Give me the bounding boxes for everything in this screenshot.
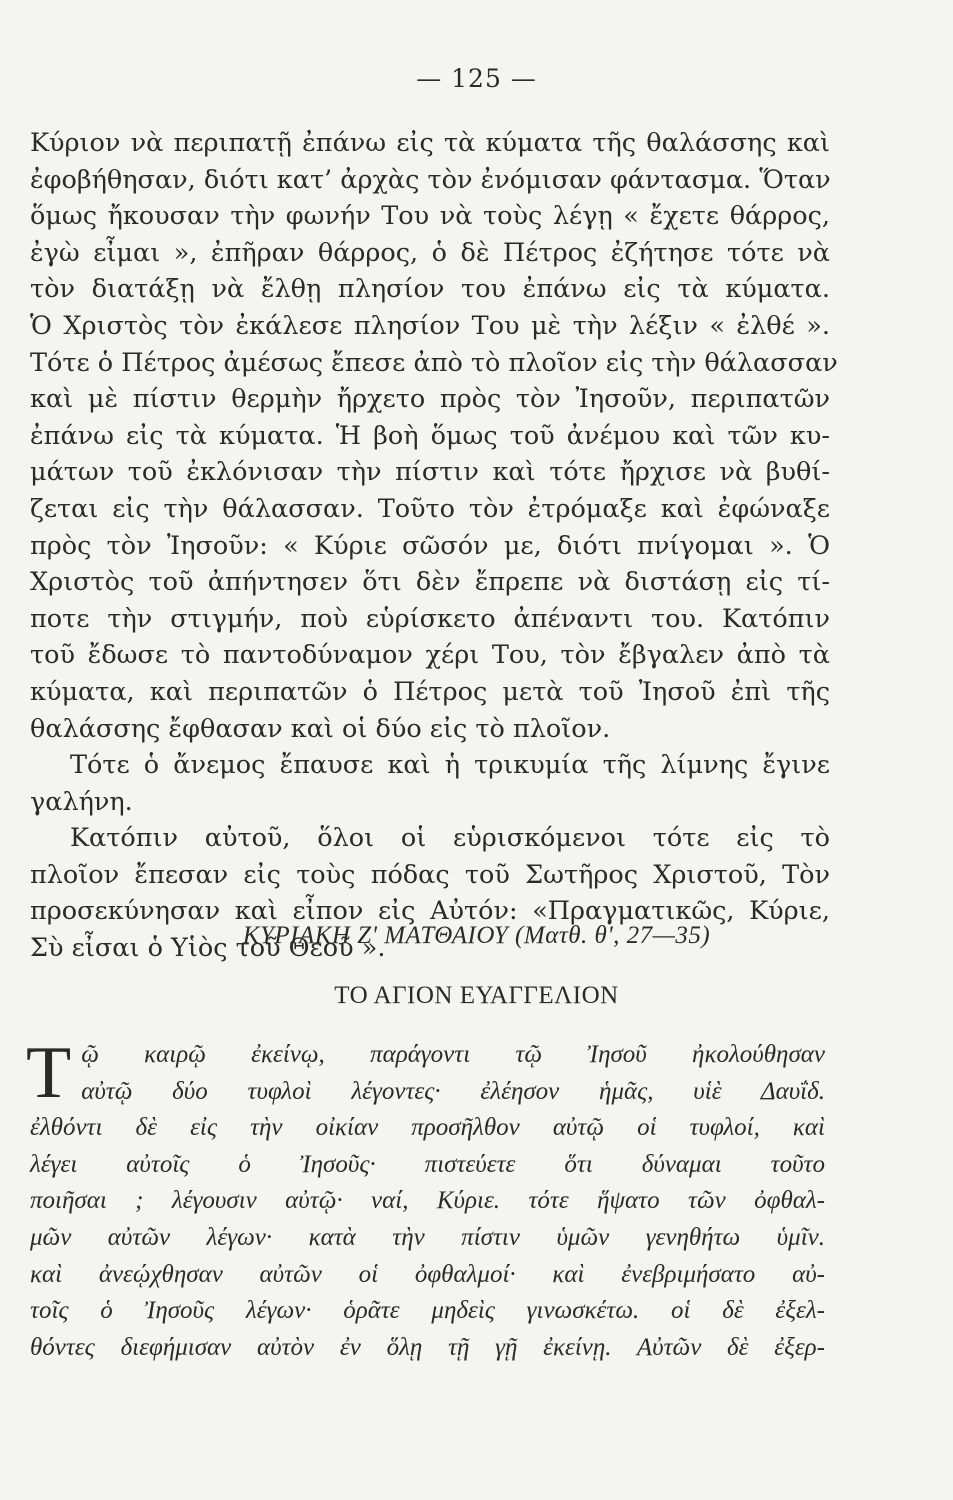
- text-line: αὐτῷ δύο τυφλοὶ λέγοντες· ἐλέησον ἡμᾶς, υἱὲ Δαυΐδ.: [81, 1077, 825, 1105]
- drop-cap: Τ: [26, 1032, 72, 1114]
- text-line: γαλήνη.: [30, 786, 133, 817]
- text-line: προσεκύνησαν καὶ εἶπον εἰς Αὐτόν: «Πραγματικῶς, Κύριε,: [30, 896, 830, 927]
- text-line: Χριστὸς τοῦ ἀπήντησεν ὅτι δὲν ἔπρεπε νὰ διστάσῃ εἰς τί-: [30, 567, 830, 598]
- text-line: Κατόπιν αὐτοῦ, ὅλοι οἱ εὑρισκόμενοι τότε εἰς τὸ: [70, 823, 830, 854]
- narrative-text: [30, 125, 838, 967]
- text-line: τοῖς ὁ Ἰησοῦς λέγων· ὁρᾶτε μηδεὶς γινωσκέτω. οἱ δὲ ἐξελ-: [30, 1297, 825, 1325]
- text-line: ἐλθόντι δὲ εἰς τὴν οἰκίαν προσῆλθον αὐτῷ οἱ τυφλοί, καὶ: [30, 1114, 825, 1142]
- text-line: καὶ ἀνεῴχθησαν αὐτῶν οἱ ὀφθαλμοί· καὶ ἐνεβριμήσατο αὐ-: [30, 1260, 825, 1288]
- text-line: ποιῆσαι ; λέγουσιν αὐτῷ· ναί, Κύριε. τότε ἥψατο τῶν ὀφθαλ-: [30, 1187, 825, 1215]
- text-line: Σὺ εἶσαι ὁ Υἱὸς τοῦ Θεοῦ ».: [30, 933, 386, 964]
- sunday-heading: ΚΥΡΙΑΚΗ Ζ' ΜΑΤΘΑΙΟΥ (Ματθ. θ', 27—35): [242, 922, 711, 949]
- text-line: λέγει αὐτοῖς ὁ Ἰησοῦς· πιστεύετε ὅτι δύναμαι τοῦτο: [30, 1150, 825, 1178]
- text-line: θόντες διεφήμισαν αὐτὸν ἐν ὅλῃ τῇ γῇ ἐκείνῃ. Αὐτῶν δὲ ἐξερ-: [30, 1333, 825, 1361]
- text-line: καὶ μὲ πίστιν θερμὴν ἤρχετο πρὸς τὸν Ἰησοῦν, περιπατῶν: [30, 384, 830, 415]
- text-line: ῷ καιρῷ ἐκείνῳ, παράγοντι τῷ Ἰησοῦ ἠκολούθησαν: [81, 1041, 825, 1068]
- text-line: τοῦ ἔδωσε τὸ παντοδύναμον χέρι Του, τὸν ἔβγαλεν ἀπὸ τὰ: [30, 640, 830, 671]
- text-line: θαλάσσης ἔφθασαν καὶ οἱ δύο εἰς τὸ πλοῖον.: [30, 713, 611, 744]
- text-line: Τότε ὁ Πέτρος ἀμέσως ἔπεσε ἀπὸ τὸ πλοῖον εἰς τὴν θάλασσαν: [30, 347, 838, 378]
- text-line: κύματα, καὶ περιπατῶν ὁ Πέτρος μετὰ τοῦ Ἰησοῦ ἐπὶ τῆς: [30, 676, 830, 707]
- text-line: ποτε τὴν στιγμήν, ποὺ εὑρίσκετο ἀπέναντι του. Κατόπιν: [30, 603, 830, 634]
- text-line: μάτων τοῦ ἐκλόνισαν τὴν πίστιν καὶ τότε ἤρχισε νὰ βυθί-: [30, 457, 830, 488]
- text-line: πλοῖον ἔπεσαν εἰς τοὺς πόδας τοῦ Σωτῆρος Χριστοῦ, Τὸν: [30, 859, 830, 890]
- text-line: ἐγὼ εἶμαι », ἐπῆραν θάρρος, ὁ δὲ Πέτρος ἐζήτησε τότε νὰ: [30, 237, 830, 268]
- text-line: μῶν αὐτῶν λέγων· κατὰ τὴν πίστιν ὑμῶν γενηθήτω ὑμῖν.: [30, 1223, 825, 1251]
- text-line: Κύριον νὰ περιπατῇ ἐπάνω εἰς τὰ κύματα τῆς θαλάσσης καὶ: [30, 128, 830, 158]
- text-line: τὸν διατάξῃ νὰ ἔλθῃ πλησίον του ἐπάνω εἰς τὰ κύματα.: [30, 274, 830, 305]
- text-line: Τότε ὁ ἄνεμος ἔπαυσε καὶ ἡ τρικυμία τῆς λίμνης ἔγινε: [70, 750, 830, 781]
- text-line: Ὁ Χριστὸς τὸν ἐκάλεσε πλησίον Του μὲ τὴν λέξιν « ἐλθέ ».: [30, 310, 830, 341]
- gospel-text: [26, 1032, 825, 1366]
- gospel-heading: ΤΟ ΑΓΙΟΝ ΕΥΑΓΓΕΛΙΟΝ: [334, 982, 619, 1009]
- page-number: — 125 —: [416, 64, 537, 93]
- text-line: ὅμως ἤκουσαν τὴν φωνήν Του νὰ τοὺς λέγῃ « ἔχετε θάρρος,: [30, 201, 830, 232]
- text-line: ἐπάνω εἰς τὰ κύματα. Ἡ βοὴ ὅμως τοῦ ἀνέμου καὶ τῶν κυ-: [30, 420, 830, 451]
- text-line: ἐφοβήθησαν, διότι κατ’ ἀρχὰς τὸν ἐνόμισαν φάντασμα. Ὅταν: [30, 164, 831, 195]
- text-line: πρὸς τὸν Ἰησοῦν: « Κύριε σῶσόν με, διότι πνίγομαι ». Ὁ: [30, 530, 830, 561]
- text-line: ζεται εἰς τὴν θάλασσαν. Τοῦτο τὸν ἐτρόμαξε καὶ ἐφώναξε: [30, 493, 830, 524]
